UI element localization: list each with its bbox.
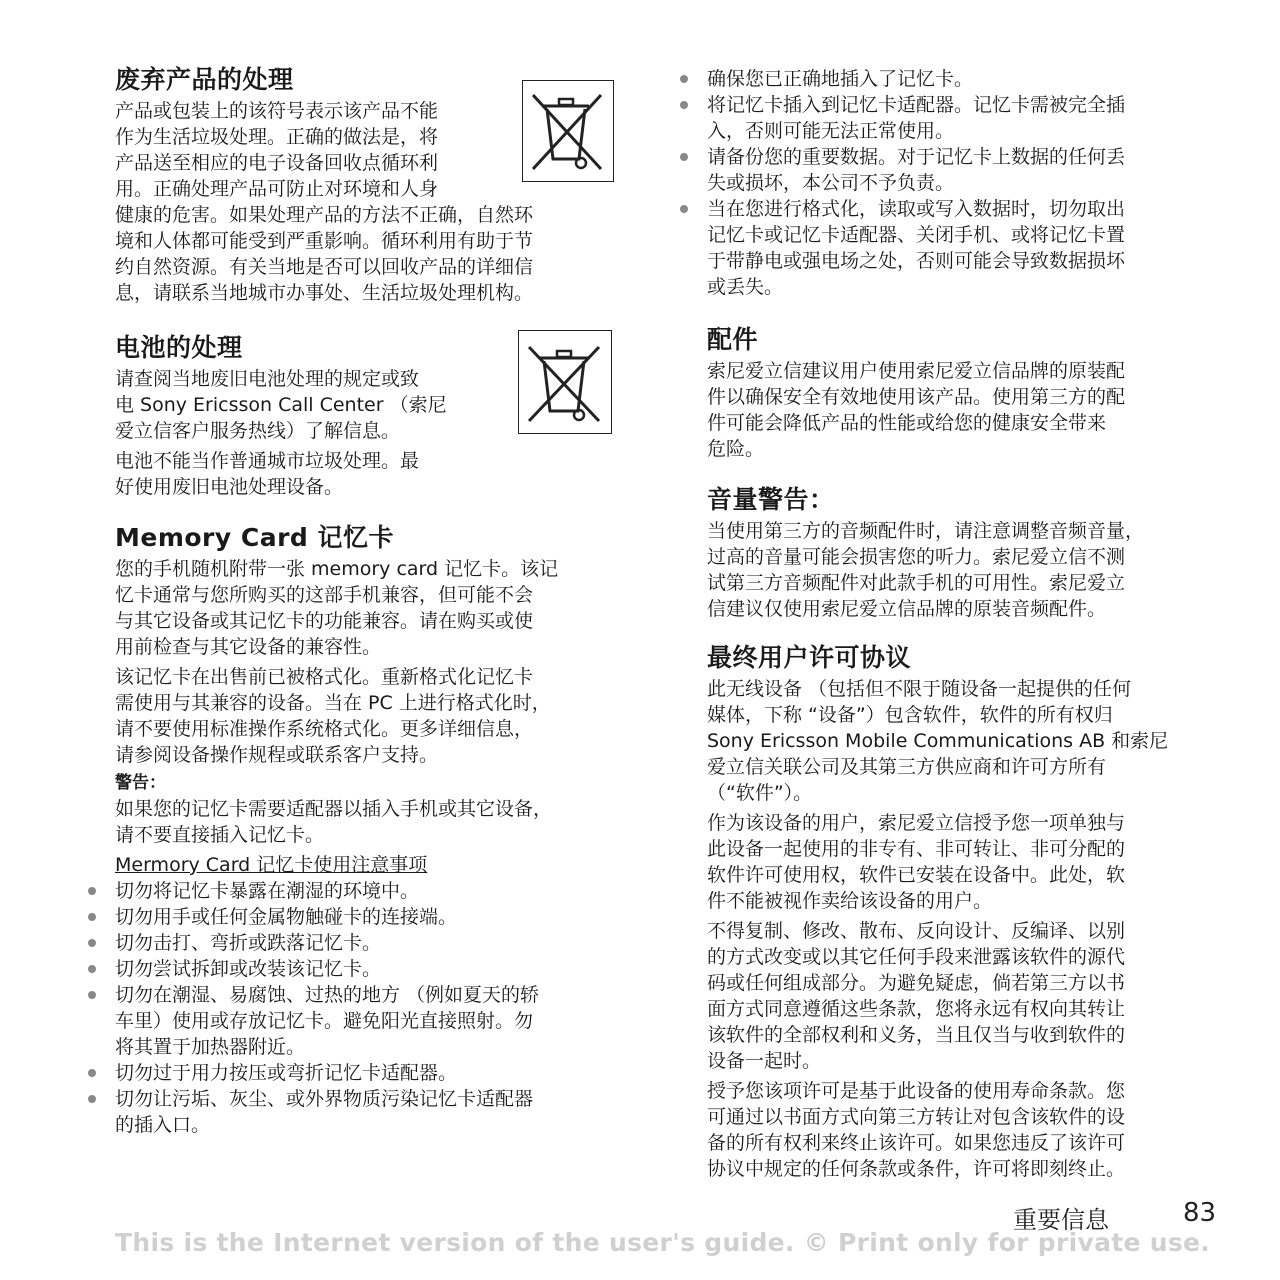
memory-card-text-2: 该记忆卡在出售前已被格式化。重新格式化记忆卡 需使用与其兼容的设备。当在 PC 上进行格式化时， 请不要使用标准操作系统格式化。更多详细信息， 请参阅设备操作规程或联系客户支持。 [115, 666, 551, 766]
accessories-text: 索尼爱立信建议用户使用索尼爱立信品牌的原装配 件以确保安全有效地使用该产品。使用第三方的配 件可能会降低产品的性能或给您的健康安全带来 危险。 [707, 360, 1126, 460]
accessories-title: 配件 [707, 325, 759, 354]
battery-text-2: 电池不能当作普通城市垃圾处理。最 好使用废旧电池处理设备。 [115, 450, 420, 498]
volume-warning-title: 音量警告： [707, 485, 835, 514]
disposal-section [115, 62, 615, 306]
eula-section [707, 640, 1207, 1182]
list-item: 将记忆卡插入到记忆卡适配器。记忆卡需被完全插 入，否则可能无法正常使用。 [707, 92, 1207, 144]
list-item: 切勿在潮湿、易腐蚀、过热的地方 （例如夏天的轿 车里）使用或存放记忆卡。避免阳光直接照射。勿 将其置于加热器附近。 [115, 982, 615, 1060]
internet-version-note: This is the Internet version of the user's guide. © Print only for private use. [115, 1228, 1211, 1257]
volume-warning-text: 当使用第三方的音频配件时，请注意调整音频音量， 过高的音量可能会损害您的听力。索尼爱立信不测 试第三方音频配件对此款手机的可用性。索尼爱立 信建议仅使用索尼爱立信品牌的原装音频配件。 [707, 520, 1145, 620]
memory-card-text-1: 您的手机随机附带一张 memory card 记忆卡。该记 忆卡通常与您所购买的这部手机兼容，但可能不会 与其它设备或其记忆卡的功能兼容。请在购买或使 用前检查与其它设备的兼容性。 [115, 558, 559, 658]
list-item: 切勿让污垢、灰尘、或外界物质污染记忆卡适配器 的插入口。 [115, 1086, 615, 1138]
list-item: 切勿击打、弯折或跌落记忆卡。 [115, 930, 615, 956]
eula-text-1: 此无线设备 （包括但不限于随设备一起提供的任何 媒体，下称 “设备”）包含软件，软件的所有权归 Sony Ericsson Mobile Communications AB 和索尼 爱立信关联公司及其第三方供应商和许可方所有 （“软件”）。 [707, 678, 1169, 804]
precautions-list [115, 878, 615, 1138]
memory-card-section [115, 520, 615, 1138]
list-item: 切勿将记忆卡暴露在潮湿的环境中。 [115, 878, 615, 904]
battery-text-1: 请查阅当地废旧电池处理的规定或致 电 Sony Ericsson Call Center （索尼 爱立信客户服务热线）了解信息。 [115, 368, 447, 442]
page-number: 83 [1183, 1198, 1217, 1228]
list-item: 确保您已正确地插入了记忆卡。 [707, 66, 1207, 92]
crossed-bin-icon [522, 80, 614, 182]
eula-title: 最终用户许可协议 [707, 643, 912, 672]
disposal-text: 产品或包装上的该符号表示该产品不能 作为生活垃圾处理。正确的做法是，将 产品送至相应的电子设备回收点循环利 用。正确处理产品可防止对环境和人身 健康的危害。如果处理产品的方法不正确，自然环 境和人体都可能受到严重影响。循环利用有助于节 约自然资源。有关当地是否可以回收产品的详细信 息，请联系当地城市办事处、生活垃圾处理机构。 [115, 100, 534, 304]
list-item: 切勿尝试拆卸或改装该记忆卡。 [115, 956, 615, 982]
eula-text-3: 不得复制、修改、散布、反向设计、反编译、以别 的方式改变或以其它任何手段来泄露该软件的源代 码或任何组成部分。为避免疑虑，倘若第三方以书 面方式同意遵循这些条款，您将永远有权向其转让 该软件的全部权利和义务，当且仅当与收到软件的 设备一起时。 [707, 920, 1126, 1072]
right-column [707, 66, 1207, 1182]
precautions-title: Mermory Card 记忆卡使用注意事项 [115, 854, 428, 876]
memory-card-title: Memory Card 记忆卡 [115, 523, 395, 552]
footer-section-label: 重要信息 [1013, 1206, 1109, 1234]
list-item: 请备份您的重要数据。对于记忆卡上数据的任何丢 失或损坏，本公司不予负责。 [707, 144, 1207, 196]
list-item: 切勿过于用力按压或弯折记忆卡适配器。 [115, 1060, 615, 1086]
warning-text: 如果您的记忆卡需要适配器以插入手机或其它设备， 请不要直接插入记忆卡。 [115, 798, 553, 846]
accessories-section [707, 322, 1207, 462]
volume-warning-section [707, 482, 1207, 622]
left-column [115, 62, 615, 1138]
battery-title: 电池的处理 [115, 333, 243, 362]
eula-text-4: 授予您该项许可是基于此设备的使用寿命条款。您 可通过以书面方式向第三方转让对包含该软件的设 备的所有权利来终止该许可。如果您违反了该许可 协议中规定的任何条款或条件，许可将即刻终止。 [707, 1080, 1126, 1180]
list-item: 当在您进行格式化，读取或写入数据时，切勿取出 记忆卡或记忆卡适配器、关闭手机、或将记忆卡置 于带静电或强电场之处，否则可能会导致数据损坏 或丢失。 [707, 196, 1207, 300]
disposal-title: 废弃产品的处理 [115, 65, 294, 94]
warning-title: 警告： [115, 773, 166, 793]
eula-text-2: 作为该设备的用户，索尼爱立信授予您一项单独与 此设备一起使用的非专有、非可转让、非可分配的 软件许可使用权，软件已安装在设备中。此处，软 件不能被视作卖给该设备的用户。 [707, 812, 1126, 912]
battery-section [115, 330, 615, 500]
memory-card-tips-list [707, 66, 1207, 300]
crossed-battery-bin-icon [518, 330, 612, 434]
list-item: 切勿用手或任何金属物触碰卡的连接端。 [115, 904, 615, 930]
